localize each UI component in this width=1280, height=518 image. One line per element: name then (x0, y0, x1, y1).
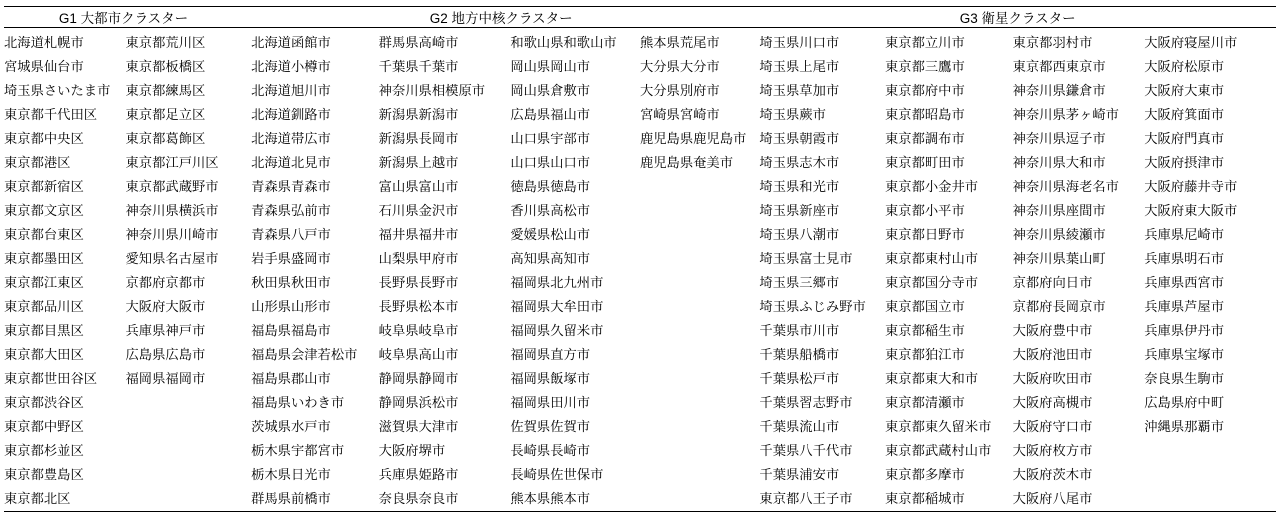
cell: 東京都文京区 (4, 203, 84, 219)
cell: 福岡県福岡市 (125, 371, 206, 387)
group-gap-2 (751, 7, 759, 28)
cell: 山形県山形市 (251, 299, 331, 315)
cell: 神奈川県座間市 (1012, 203, 1106, 219)
spacer (243, 415, 251, 439)
cell: 東京都国立市 (885, 299, 965, 315)
spacer (243, 31, 251, 55)
cell: 東京都立川市 (885, 35, 965, 51)
cell: 大阪府八尾市 (1012, 491, 1093, 507)
cell: 東京都品川区 (4, 299, 84, 315)
spacer (751, 439, 759, 463)
spacer (751, 103, 759, 127)
cell: 東京都羽村市 (1012, 35, 1093, 51)
spacer (751, 343, 759, 367)
cell: 東京都北区 (4, 491, 71, 507)
cell: 兵庫県尼崎市 (1144, 227, 1225, 243)
cell: 長崎県長崎市 (510, 443, 591, 459)
table-row (4, 31, 1276, 55)
cell: 山口県山口市 (510, 155, 591, 171)
table-row (4, 415, 1276, 439)
table-row (4, 343, 1276, 367)
cell: 東京都東村山市 (885, 251, 979, 267)
cell: 千葉県千葉市 (378, 59, 459, 75)
cell: 神奈川県綾瀬市 (1012, 227, 1106, 243)
cell: 新潟県長岡市 (378, 131, 459, 147)
cell: 京都府向日市 (1012, 275, 1093, 291)
spacer (751, 271, 759, 295)
cell: 神奈川県相模原市 (378, 83, 486, 99)
cell: 栃木県宇都宮市 (251, 443, 345, 459)
cell: 兵庫県西宮市 (1144, 275, 1225, 291)
cell: 東京都台東区 (4, 227, 84, 243)
cell: 長崎県佐世保市 (510, 467, 604, 483)
cell: 香川県高松市 (510, 203, 591, 219)
cell (126, 415, 243, 439)
cell: 東京都杉並区 (4, 443, 84, 459)
spacer (243, 127, 251, 151)
cell: 京都府長岡京市 (1012, 299, 1106, 315)
cell: 千葉県習志野市 (759, 395, 853, 411)
cluster-table (4, 6, 1276, 512)
cell: 青森県八戸市 (251, 227, 331, 243)
group-header-row (4, 7, 1276, 28)
cell: 熊本県荒尾市 (639, 35, 720, 51)
cell: 東京都三鷹市 (885, 59, 965, 75)
spacer (751, 295, 759, 319)
cell: 東京都稲生市 (885, 323, 965, 339)
cell: 栃木県日光市 (251, 467, 331, 483)
group-header-g1: G1 大都市クラスター (4, 7, 243, 28)
cell: 大阪府堺市 (378, 443, 446, 459)
spacer (243, 439, 251, 463)
cell: 神奈川県葉山町 (1012, 251, 1106, 267)
cell: 大阪府大阪市 (125, 299, 206, 315)
cell (640, 463, 751, 487)
table-row (4, 295, 1276, 319)
cell: 群馬県前橋市 (251, 491, 331, 507)
cell: 東京都西東京市 (1012, 59, 1106, 75)
spacer (751, 367, 759, 391)
cell: 埼玉県さいたま市 (4, 83, 111, 99)
cell (640, 487, 751, 512)
cell: 福井県福井市 (378, 227, 459, 243)
table-row (4, 439, 1276, 463)
cell: 千葉県松戸市 (759, 371, 840, 387)
cell (640, 343, 751, 367)
spacer (243, 295, 251, 319)
table-row (4, 247, 1276, 271)
spacer (243, 103, 251, 127)
cell (1144, 487, 1276, 512)
group-header-g3: G3 衛星クラスター (759, 7, 1276, 28)
cell: 兵庫県明石市 (1144, 251, 1225, 267)
cell: 兵庫県神戸市 (125, 323, 206, 339)
cell: 埼玉県草加市 (759, 83, 840, 99)
cell: 東京都板橋区 (125, 59, 206, 75)
spacer (751, 31, 759, 55)
cell: 東京都小平市 (885, 203, 965, 219)
cell: 東京都墨田区 (4, 251, 84, 267)
group-gap-1 (243, 7, 251, 28)
spacer (751, 319, 759, 343)
cell: 東京都中央区 (4, 131, 84, 147)
cell: 宮崎県宮崎市 (639, 107, 720, 123)
cell: 埼玉県上尾市 (759, 59, 840, 75)
cell: 秋田県秋田市 (251, 275, 331, 291)
cell: 大阪府枚方市 (1012, 443, 1093, 459)
cell: 大阪府門真市 (1144, 131, 1225, 147)
table-bottom-rule (4, 512, 1276, 513)
cell: 青森県弘前市 (251, 203, 331, 219)
cell: 広島県広島市 (125, 347, 206, 363)
cell: 東京都目黒区 (4, 323, 84, 339)
cell: 福島県会津若松市 (251, 347, 358, 363)
spacer (243, 367, 251, 391)
cell (640, 439, 751, 463)
cell (640, 391, 751, 415)
table-row (4, 199, 1276, 223)
cell: 埼玉県三郷市 (759, 275, 840, 291)
spacer (751, 487, 759, 512)
cell: 高知県高知市 (510, 251, 591, 267)
cell: 新潟県新潟市 (378, 107, 459, 123)
cell: 佐賀県佐賀市 (510, 419, 591, 435)
cell: 神奈川県鎌倉市 (1012, 83, 1106, 99)
cell: 神奈川県横浜市 (125, 203, 219, 219)
cell: 宮城県仙台市 (4, 59, 84, 75)
cell: 大阪府大東市 (1144, 83, 1225, 99)
spacer (751, 55, 759, 79)
cell: 京都府京都市 (125, 275, 206, 291)
cell: 東京都清瀬市 (885, 395, 965, 411)
spacer (243, 271, 251, 295)
cell: 長野県松本市 (378, 299, 459, 315)
cell: 広島県府中町 (1144, 395, 1225, 411)
cell (640, 247, 751, 271)
cell: 埼玉県八潮市 (759, 227, 840, 243)
spacer (243, 463, 251, 487)
spacer (243, 55, 251, 79)
cell: 東京都国分寺市 (885, 275, 979, 291)
cell: 大阪府茨木市 (1012, 467, 1093, 483)
cell: 神奈川県大和市 (1012, 155, 1106, 171)
cell: 福岡県田川市 (510, 395, 591, 411)
cell: 東京都昭島市 (885, 107, 965, 123)
cell: 埼玉県ふじみ野市 (759, 299, 866, 315)
table-row (4, 103, 1276, 127)
spacer (243, 343, 251, 367)
cell: 埼玉県川口市 (759, 35, 840, 51)
spacer (751, 223, 759, 247)
cell: 北海道釧路市 (251, 107, 331, 123)
cell: 熊本県熊本市 (510, 491, 591, 507)
cell: 北海道帯広市 (251, 131, 331, 147)
cell: 広島県福山市 (510, 107, 591, 123)
spacer (243, 199, 251, 223)
cell: 石川県金沢市 (378, 203, 459, 219)
cell: 埼玉県富士見市 (759, 251, 853, 267)
cell: 奈良県奈良市 (378, 491, 459, 507)
cell: 東京都町田市 (885, 155, 965, 171)
cell: 東京都稲城市 (885, 491, 965, 507)
spacer (243, 79, 251, 103)
cell: 東京都小金井市 (885, 179, 979, 195)
cell: 東京都世田谷区 (4, 371, 98, 387)
spacer (243, 247, 251, 271)
cell: 大分県大分市 (639, 59, 720, 75)
cell (640, 199, 751, 223)
cell: 東京都足立区 (125, 107, 206, 123)
cell: 長野県長野市 (378, 275, 459, 291)
cell: 愛知県名古屋市 (125, 251, 219, 267)
cell: 北海道北見市 (251, 155, 331, 171)
spacer (751, 247, 759, 271)
cell: 福岡県久留米市 (510, 323, 604, 339)
cell: 愛媛県松山市 (510, 227, 591, 243)
cell: 兵庫県伊丹市 (1144, 323, 1225, 339)
cell: 徳島県徳島市 (510, 179, 591, 195)
cell: 大阪府豊中市 (1012, 323, 1093, 339)
cell: 千葉県浦安市 (759, 467, 840, 483)
cell: 東京都練馬区 (125, 83, 206, 99)
cell: 大阪府寝屋川市 (1144, 35, 1238, 51)
group-header-g2: G2 地方中核クラスター (251, 7, 751, 28)
table-row (4, 223, 1276, 247)
cell: 福岡県飯塚市 (510, 371, 591, 387)
cell: 大阪府藤井寺市 (1144, 179, 1238, 195)
cell: 埼玉県蕨市 (759, 107, 826, 123)
cell: 北海道小樽市 (251, 59, 331, 75)
cell: 東京都渋谷区 (4, 395, 84, 411)
cell: 福島県郡山市 (251, 371, 331, 387)
cell: 東京都東久留米市 (885, 419, 992, 435)
cell: 埼玉県朝霞市 (759, 131, 840, 147)
cell: 大阪府高槻市 (1012, 395, 1093, 411)
spacer (751, 151, 759, 175)
cell: 東京都荒川区 (125, 35, 206, 51)
cell: 東京都江東区 (4, 275, 84, 291)
cell: 兵庫県芦屋市 (1144, 299, 1225, 315)
cell: 東京都豊島区 (4, 467, 84, 483)
cell: 大阪府吹田市 (1012, 371, 1093, 387)
cell: 大阪府松原市 (1144, 59, 1225, 75)
table-row (4, 79, 1276, 103)
cell: 大阪府池田市 (1012, 347, 1093, 363)
cell: 東京都港区 (4, 155, 71, 171)
spacer (751, 79, 759, 103)
spacer (243, 319, 251, 343)
cell: 岩手県盛岡市 (251, 251, 331, 267)
cell: 千葉県市川市 (759, 323, 840, 339)
cell: 北海道函館市 (251, 35, 331, 51)
table-row (4, 151, 1276, 175)
cell: 北海道旭川市 (251, 83, 331, 99)
cell: 大阪府守口市 (1012, 419, 1093, 435)
table-row (4, 175, 1276, 199)
cell: 東京都千代田区 (4, 107, 98, 123)
cell: 東京都葛飾区 (125, 131, 206, 147)
cell: 福島県いわき市 (251, 395, 345, 411)
table-row (4, 487, 1276, 512)
cell: 山梨県甲府市 (378, 251, 459, 267)
cell (1144, 439, 1276, 463)
cell: 新潟県上越市 (378, 155, 459, 171)
cell: 大阪府摂津市 (1144, 155, 1225, 171)
cell: 大分県別府市 (639, 83, 720, 99)
spacer (751, 391, 759, 415)
cell (640, 415, 751, 439)
cell: 沖縄県那覇市 (1144, 419, 1225, 435)
spacer (243, 151, 251, 175)
cell: 北海道札幌市 (4, 35, 84, 51)
cell: 群馬県高崎市 (378, 35, 459, 51)
cell (640, 175, 751, 199)
cell: 岐阜県高山市 (378, 347, 459, 363)
spacer (751, 199, 759, 223)
cell (640, 223, 751, 247)
cell: 大阪府東大阪市 (1144, 203, 1238, 219)
cell: 東京都武蔵野市 (125, 179, 219, 195)
cell: 鹿児島県鹿児島市 (639, 131, 747, 147)
cell (640, 271, 751, 295)
cell: 東京都八王子市 (759, 491, 853, 507)
cell (640, 295, 751, 319)
table-row (4, 367, 1276, 391)
cell: 東京都府中市 (885, 83, 965, 99)
table-row (4, 271, 1276, 295)
cell: 埼玉県志木市 (759, 155, 840, 171)
cell: 和歌山県和歌山市 (510, 35, 617, 51)
cell: 兵庫県宝塚市 (1144, 347, 1225, 363)
cell: 東京都大田区 (4, 347, 84, 363)
cell: 埼玉県和光市 (759, 179, 840, 195)
cell: 滋賀県大津市 (378, 419, 459, 435)
table-row (4, 463, 1276, 487)
cell: 東京都中野区 (4, 419, 84, 435)
cell (640, 367, 751, 391)
spacer (243, 391, 251, 415)
cell: 東京都武蔵村山市 (885, 443, 992, 459)
cell: 奈良県生駒市 (1144, 371, 1225, 387)
cell: 静岡県浜松市 (378, 395, 459, 411)
cell: 東京都調布市 (885, 131, 965, 147)
cell (126, 463, 243, 487)
spacer (243, 175, 251, 199)
cell: 神奈川県逗子市 (1012, 131, 1106, 147)
cell: 東京都江戸川区 (125, 155, 219, 171)
cell (126, 439, 243, 463)
spacer (751, 463, 759, 487)
cell: 福島県福島市 (251, 323, 331, 339)
cell: 神奈川県川崎市 (125, 227, 219, 243)
cell: 千葉県船橋市 (759, 347, 840, 363)
cell (126, 391, 243, 415)
cell: 神奈川県茅ヶ崎市 (1012, 107, 1119, 123)
cell: 東京都狛江市 (885, 347, 965, 363)
spacer (751, 127, 759, 151)
cell: 東京都新宿区 (4, 179, 84, 195)
spacer (751, 175, 759, 199)
cell: 兵庫県姫路市 (378, 467, 459, 483)
table-row (4, 319, 1276, 343)
cell: 福岡県直方市 (510, 347, 591, 363)
cell: 鹿児島県奄美市 (639, 155, 734, 171)
cell: 静岡県静岡市 (378, 371, 459, 387)
cell (640, 319, 751, 343)
cell: 東京都東大和市 (885, 371, 979, 387)
cell: 福岡県大牟田市 (510, 299, 604, 315)
cell: 千葉県八千代市 (759, 443, 853, 459)
cell: 茨城県水戸市 (251, 419, 331, 435)
cell: 岐阜県岐阜市 (378, 323, 459, 339)
cell: 青森県青森市 (251, 179, 331, 195)
cell: 山口県宇部市 (510, 131, 591, 147)
cell: 東京都多摩市 (885, 467, 965, 483)
cell: 神奈川県海老名市 (1012, 179, 1119, 195)
table-row (4, 391, 1276, 415)
cell: 福岡県北九州市 (510, 275, 604, 291)
cell: 岡山県岡山市 (510, 59, 591, 75)
cell: 埼玉県新座市 (759, 203, 840, 219)
spacer (751, 415, 759, 439)
cell: 東京都日野市 (885, 227, 965, 243)
table-row (4, 127, 1276, 151)
cell (126, 487, 243, 512)
cell: 大阪府箕面市 (1144, 107, 1225, 123)
spacer (243, 223, 251, 247)
cell (1144, 463, 1276, 487)
cell: 富山県富山市 (378, 179, 459, 195)
table-row (4, 55, 1276, 79)
spacer (243, 487, 251, 512)
cell: 千葉県流山市 (759, 419, 840, 435)
cell: 岡山県倉敷市 (510, 83, 591, 99)
